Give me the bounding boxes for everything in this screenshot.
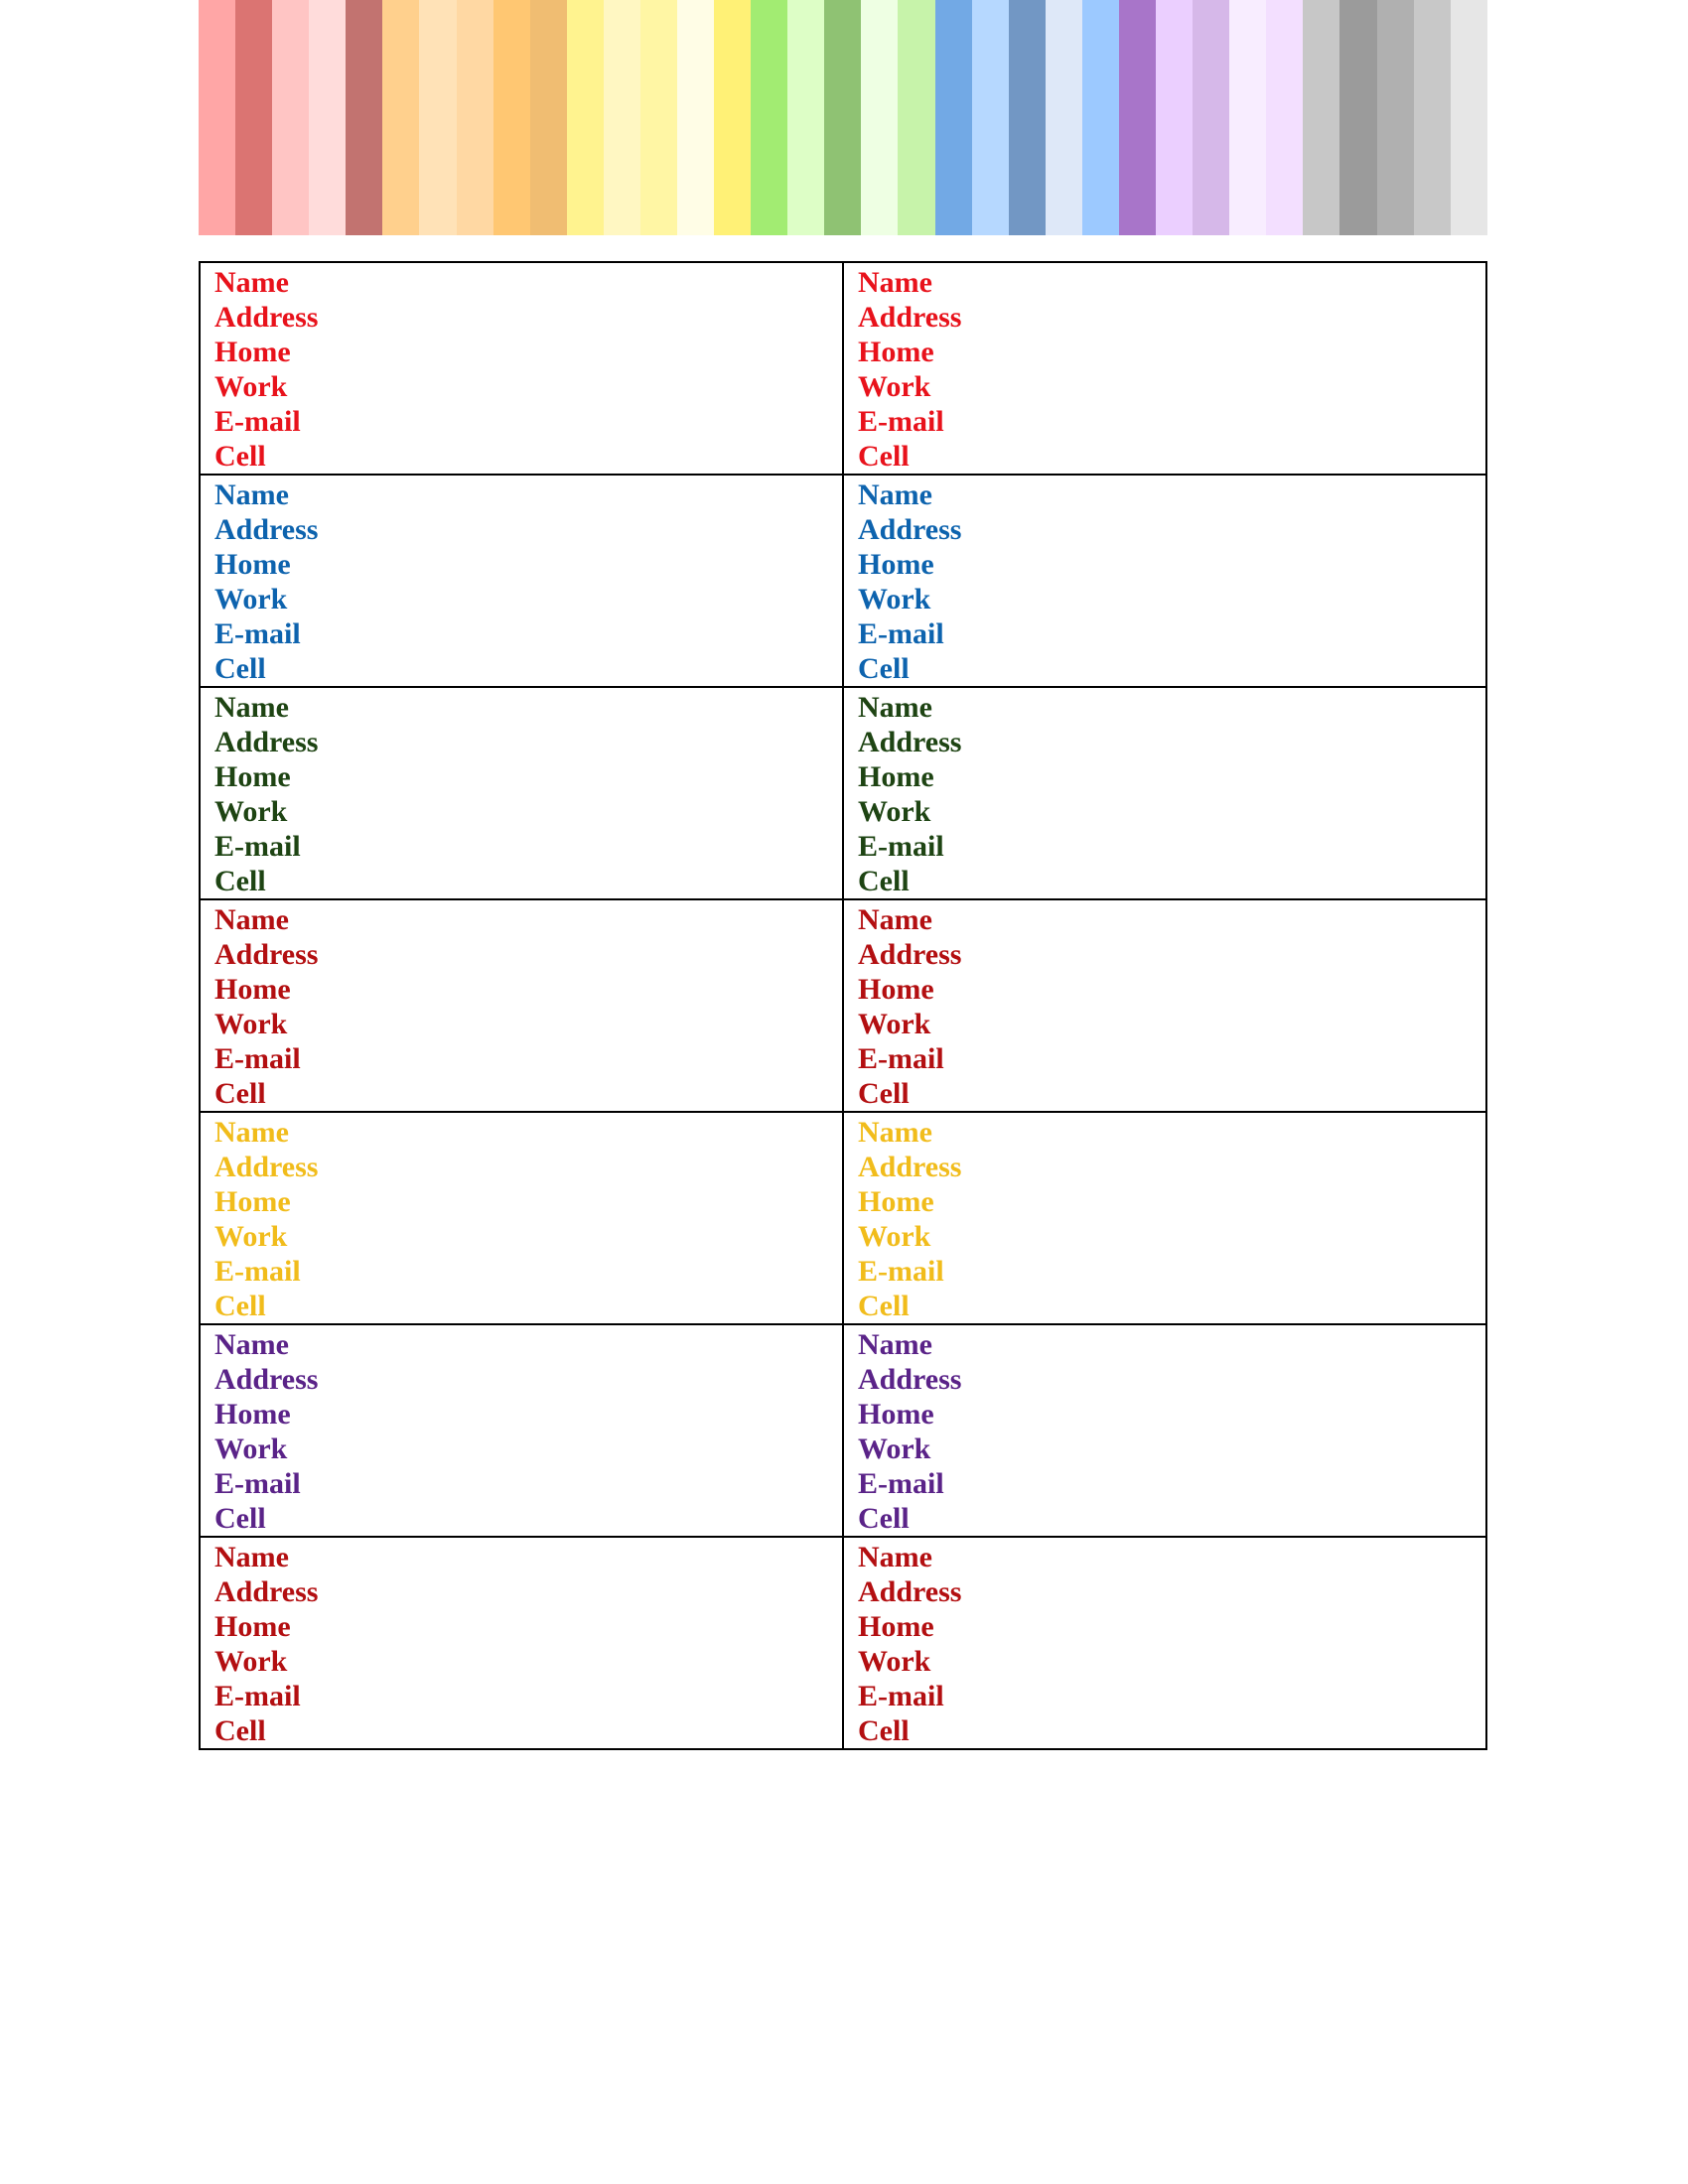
field-label-email: E-mail — [858, 1467, 944, 1500]
color-stripe — [1229, 0, 1266, 235]
color-stripe — [567, 0, 604, 235]
field-label-email: E-mail — [214, 617, 301, 650]
field-label-name: Name — [214, 1541, 289, 1573]
field-label-home: Home — [214, 548, 291, 581]
field-label-address: Address — [214, 1151, 319, 1183]
field-label-name: Name — [214, 691, 289, 724]
field-label-email: E-mail — [858, 617, 944, 650]
field-label-name: Name — [858, 266, 932, 299]
field-label-name: Name — [858, 903, 932, 936]
field-label-name: Name — [858, 1328, 932, 1361]
field-label-address: Address — [214, 301, 319, 334]
field-label-email: E-mail — [214, 405, 301, 438]
field-label-home: Home — [214, 1185, 291, 1218]
contact-card — [200, 1537, 843, 1749]
field-label-email: E-mail — [858, 1680, 944, 1712]
color-stripe — [787, 0, 824, 235]
color-stripe — [1009, 0, 1046, 235]
field-label-work: Work — [214, 583, 288, 615]
color-stripe — [235, 0, 272, 235]
field-label-cell: Cell — [214, 1290, 266, 1322]
color-stripe — [751, 0, 787, 235]
field-label-email: E-mail — [214, 1680, 301, 1712]
field-label-cell: Cell — [214, 652, 266, 685]
field-label-cell: Cell — [214, 440, 266, 473]
field-label-home: Home — [214, 1610, 291, 1643]
field-label-cell: Cell — [214, 1077, 266, 1110]
contact-card — [200, 1112, 843, 1324]
color-stripe — [1414, 0, 1451, 235]
field-label-work: Work — [858, 1433, 931, 1465]
color-stripe — [1046, 0, 1082, 235]
field-label-name: Name — [858, 1541, 932, 1573]
field-label-name: Name — [214, 1116, 289, 1149]
contact-row — [200, 262, 1486, 475]
color-stripe — [1266, 0, 1303, 235]
field-label-work: Work — [214, 1220, 288, 1253]
contact-card — [843, 1324, 1486, 1537]
field-label-address: Address — [214, 1363, 319, 1396]
field-label-name: Name — [858, 1116, 932, 1149]
field-label-cell: Cell — [858, 1502, 910, 1535]
color-stripe — [272, 0, 309, 235]
field-label-home: Home — [858, 548, 934, 581]
field-label-address: Address — [858, 1151, 962, 1183]
field-label-home: Home — [858, 760, 934, 793]
color-stripe — [530, 0, 567, 235]
field-label-home: Home — [858, 973, 934, 1006]
field-label-address: Address — [858, 938, 962, 971]
color-stripe — [1303, 0, 1339, 235]
field-label-work: Work — [858, 795, 931, 828]
field-label-address: Address — [858, 726, 962, 758]
field-label-cell: Cell — [858, 1714, 910, 1747]
color-stripe — [493, 0, 530, 235]
field-label-home: Home — [214, 336, 291, 368]
field-label-cell: Cell — [858, 652, 910, 685]
field-label-name: Name — [214, 266, 289, 299]
contact-card — [843, 262, 1486, 475]
field-label-email: E-mail — [858, 1255, 944, 1288]
field-label-address: Address — [214, 938, 319, 971]
field-label-home: Home — [858, 1610, 934, 1643]
contact-card — [200, 687, 843, 899]
color-stripe-banner — [199, 0, 1487, 235]
color-stripe — [640, 0, 677, 235]
field-label-work: Work — [858, 1220, 931, 1253]
field-label-cell: Cell — [858, 1077, 910, 1110]
field-label-email: E-mail — [858, 830, 944, 863]
field-label-home: Home — [214, 1398, 291, 1431]
field-label-cell: Cell — [214, 1502, 266, 1535]
field-label-work: Work — [858, 1008, 931, 1040]
contact-card — [843, 899, 1486, 1112]
field-label-work: Work — [214, 1008, 288, 1040]
color-stripe — [1339, 0, 1376, 235]
field-label-work: Work — [214, 370, 288, 403]
field-label-address: Address — [858, 1575, 962, 1608]
contact-card — [200, 262, 843, 475]
field-label-cell: Cell — [214, 1714, 266, 1747]
contact-table — [199, 261, 1487, 1750]
color-stripe — [677, 0, 714, 235]
field-label-name: Name — [214, 903, 289, 936]
contact-card — [843, 687, 1486, 899]
field-label-cell: Cell — [214, 865, 266, 897]
field-label-address: Address — [214, 513, 319, 546]
contact-card — [843, 1537, 1486, 1749]
field-label-email: E-mail — [214, 830, 301, 863]
color-stripe — [1377, 0, 1414, 235]
color-stripe — [972, 0, 1009, 235]
color-stripe — [1119, 0, 1156, 235]
field-label-work: Work — [858, 1645, 931, 1678]
field-label-name: Name — [214, 478, 289, 511]
contact-row — [200, 899, 1486, 1112]
color-stripe — [382, 0, 419, 235]
field-label-home: Home — [858, 336, 934, 368]
color-stripe — [935, 0, 972, 235]
field-label-email: E-mail — [214, 1042, 301, 1075]
contact-card — [200, 1324, 843, 1537]
color-stripe — [199, 0, 235, 235]
field-label-cell: Cell — [858, 865, 910, 897]
field-label-email: E-mail — [214, 1255, 301, 1288]
field-label-address: Address — [858, 1363, 962, 1396]
field-label-cell: Cell — [858, 1290, 910, 1322]
field-label-email: E-mail — [858, 1042, 944, 1075]
contact-row — [200, 1324, 1486, 1537]
field-label-home: Home — [858, 1185, 934, 1218]
field-label-work: Work — [858, 583, 931, 615]
field-label-address: Address — [214, 726, 319, 758]
field-label-work: Work — [214, 795, 288, 828]
field-label-cell: Cell — [858, 440, 910, 473]
color-stripe — [861, 0, 898, 235]
field-label-name: Name — [858, 478, 932, 511]
contact-row — [200, 475, 1486, 687]
color-stripe — [309, 0, 346, 235]
color-stripe — [714, 0, 751, 235]
color-stripe — [457, 0, 493, 235]
color-stripe — [346, 0, 382, 235]
field-label-home: Home — [214, 973, 291, 1006]
field-label-home: Home — [214, 760, 291, 793]
contact-card — [200, 899, 843, 1112]
contact-card — [843, 1112, 1486, 1324]
contact-card — [843, 475, 1486, 687]
field-label-work: Work — [214, 1645, 288, 1678]
color-stripe — [898, 0, 934, 235]
color-stripe — [1082, 0, 1119, 235]
field-label-name: Name — [858, 691, 932, 724]
color-stripe — [1451, 0, 1487, 235]
field-label-address: Address — [858, 513, 962, 546]
field-label-email: E-mail — [858, 405, 944, 438]
color-stripe — [1156, 0, 1193, 235]
color-stripe — [604, 0, 640, 235]
field-label-home: Home — [858, 1398, 934, 1431]
contact-row — [200, 1112, 1486, 1324]
color-stripe — [824, 0, 861, 235]
field-label-address: Address — [858, 301, 962, 334]
field-label-name: Name — [214, 1328, 289, 1361]
color-stripe — [1193, 0, 1229, 235]
contact-row — [200, 1537, 1486, 1749]
field-label-work: Work — [214, 1433, 288, 1465]
contact-card — [200, 475, 843, 687]
field-label-work: Work — [858, 370, 931, 403]
contact-row — [200, 687, 1486, 899]
field-label-address: Address — [214, 1575, 319, 1608]
color-stripe — [419, 0, 456, 235]
field-label-email: E-mail — [214, 1467, 301, 1500]
